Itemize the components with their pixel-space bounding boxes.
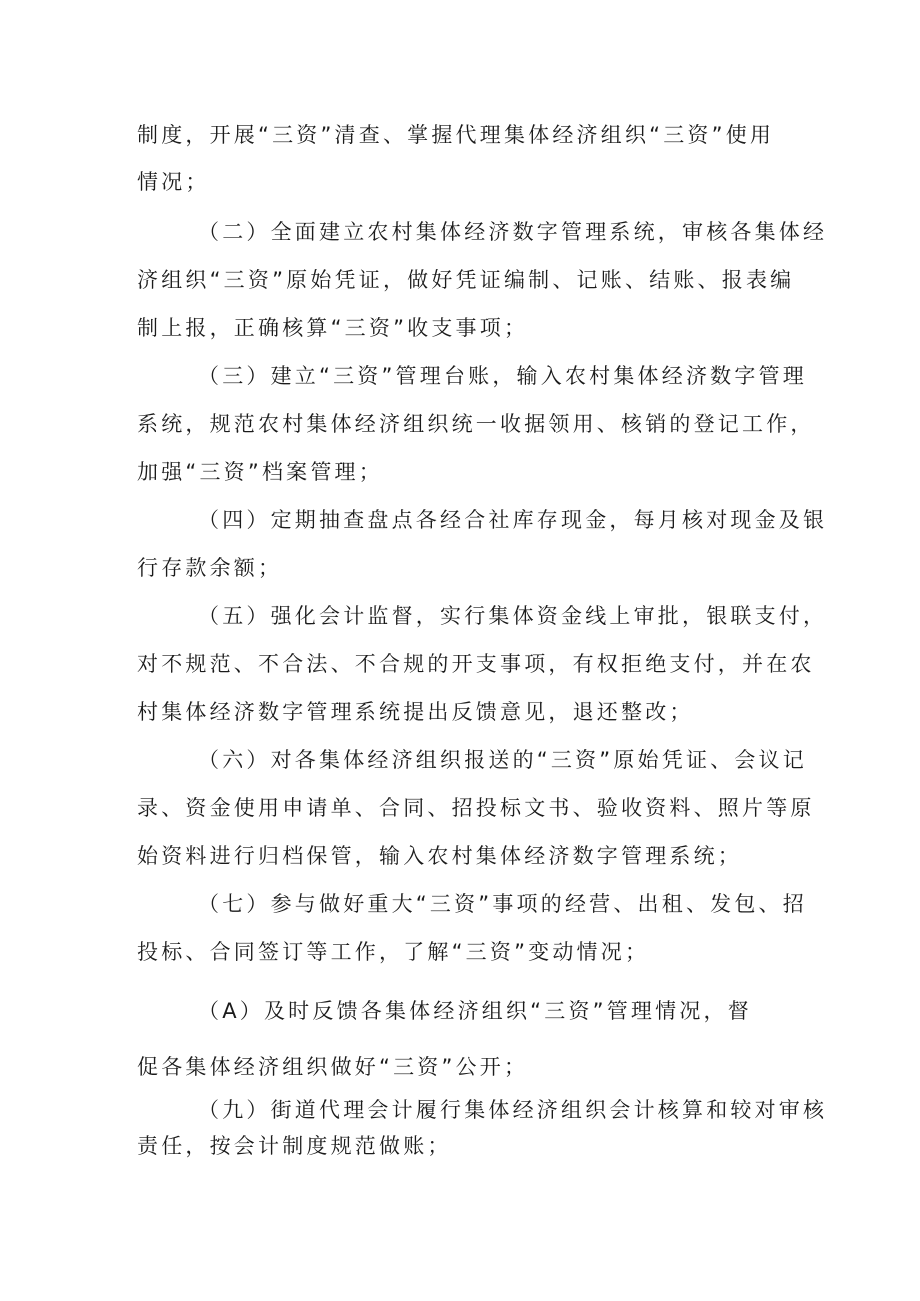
text-line: （七）参与做好重大“三资”事项的经营、出租、发包、招: [198, 892, 807, 916]
text-line: 制上报，正确核算“三资”收支事项；: [137, 316, 529, 340]
text-line: 促各集体经济组织做好“三资”公开；: [137, 1055, 529, 1079]
text-line: 始资料进行归档保管，输入农村集体经济数字管理系统；: [137, 844, 742, 868]
text-line: （九）街道代理会计履行集体经济组织会计核算和较对审核: [198, 1098, 828, 1122]
text-line: 行存款余额；: [137, 556, 283, 580]
text-line: （六）对各集体经济组织报送的“三资”原始凭证、会议记: [198, 748, 807, 772]
text-line: 村集体经济数字管理系统提出反馈意见，退还整改；: [137, 700, 694, 724]
text-line: 投标、合同签订等工作，了解“三资”变动情况；: [137, 940, 650, 964]
text-line: 制度，开展“三资”清查、掌握代理集体经济组织“三资”使用: [137, 123, 775, 147]
text-line: 对不规范、不合法、不合规的开支事项，有权拒绝支付，并在农: [137, 652, 815, 676]
text-line: （二）全面建立农村集体经济数字管理系统，审核各集体经: [198, 220, 828, 244]
text-line: 济组织“三资”原始凭证，做好凭证编制、记账、结账、报表编: [137, 268, 795, 292]
text-line: 加强“三资”档案管理；: [137, 460, 383, 484]
text-line: （A）及时反馈各集体经济组织“三资”管理情况，督: [198, 999, 752, 1023]
text-line: （三）建立“三资”管理台账，输入农村集体经济数字管理: [198, 364, 807, 388]
text-line: （五）强化会计监督，实行集体资金线上审批，银联支付，: [198, 604, 828, 628]
text-line: 系统，规范农村集体经济组织统一收据领用、核销的登记工作，: [137, 412, 815, 436]
text-line: 情况；: [137, 170, 210, 194]
text-line: 责任，按会计制度规范做账；: [137, 1134, 452, 1158]
text-line: 录、资金使用申请单、合同、招投标文书、验收资料、照片等原: [137, 796, 815, 820]
text-line: （四）定期抽查盘点各经合社库存现金，每月核对现金及银: [198, 508, 828, 532]
